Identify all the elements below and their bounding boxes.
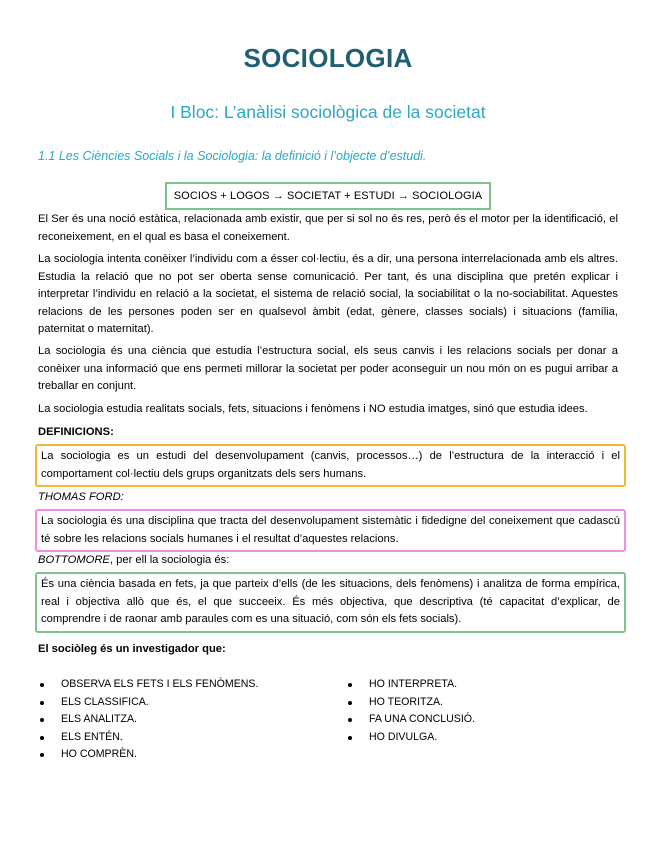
definition-box-2: La sociologia és una disciplina que tracta del desenvolupament sistemàtic i fidedigne del coneixement que cadascú té sobre les relacions socials humanes i el resultat d’aquestes relacions.	[35, 509, 626, 552]
list-item: ELS ENTÉN.	[40, 729, 330, 747]
paragraph-ser: El Ser és una noció estàtica, relacionada amb existir, que per si sol no és res, però és el motor per la identificació, el reconeixement, en el qual es basa el coneixement.	[38, 213, 618, 243]
list-item: OBSERVA ELS FETS I ELS FENÒMENS.	[40, 676, 330, 694]
section-title: 1.1 Les Ciències Socials i la Sociologia: la definició i l’objecte d’estudi.	[38, 149, 427, 163]
block-title: I Bloc: L’anàlisi sociològica de la societat	[170, 102, 486, 122]
etymology-formula: SOCIOS + LOGOS → SOCIETAT + ESTUDI → SOCIOLOGIA	[165, 182, 492, 210]
author-thomas-ford: THOMAS FORD:	[38, 491, 124, 503]
paragraph-individu: La sociologia intenta conèixer l’individu com a ésser col·lectiu, és a dir, una persona interrelacionada amb els altres. Estudia la relació que no pot ser oberta sense comunicació. Per tant, és una disciplina que pretén explicar i interpretar l’individu en relació a la societat, el sistema de relació social, la sociabilitat o la no-sociabilitat. Aquestes relacions de les persones poden ser en qualsevol àmbit (edat, gènere, classes socials) i situacions (família, paternitat o maternitat).	[38, 253, 618, 335]
researcher-heading: El sociòleg és un investigador que:	[38, 643, 226, 655]
author-bottomore-suffix: , per ell la sociologia és:	[109, 554, 230, 566]
definition-box-1: La sociologia es un estudi del desenvolupament (canvis, processos…) de l’estructura de la interacció i el comportament col·lectiu dels grups organitzats dels sers humans.	[35, 444, 626, 487]
list-item: ELS CLASSIFICA.	[40, 694, 330, 712]
list-item: HO INTERPRETA.	[348, 676, 608, 694]
list-item: ELS ANALITZA.	[40, 711, 330, 729]
researcher-list-right	[348, 676, 608, 746]
page-title: SOCIOLOGIA	[243, 43, 413, 73]
formula-wrapper	[38, 182, 618, 210]
researcher-list-left	[40, 676, 330, 764]
list-item: HO COMPRÈN.	[40, 746, 330, 764]
list-item: HO DIVULGA.	[348, 729, 608, 747]
list-item: HO TEORITZA.	[348, 694, 608, 712]
paragraph-realitats: La sociologia estudia realitats socials, fets, situacions i fenòmens i NO estudia imatges, sinó que estudia idees.	[38, 403, 588, 415]
author-bottomore: BOTTOMORE	[38, 554, 110, 566]
definitions-heading: DEFINICIONS:	[38, 426, 114, 438]
author-bottomore-line	[38, 552, 618, 570]
list-item: FA UNA CONCLUSIÓ.	[348, 711, 608, 729]
paragraph-ciencia: La sociologia és una ciència que estudia l’estructura social, els seus canvis i les relacions socials per donar a conèixer una informació que ens permeti millorar la societat per poder aconseguir un nou món on es pugui arribar a treballar en conjunt.	[38, 345, 618, 392]
definition-box-3: És una ciència basada en fets, ja que parteix d’ells (de les situacions, dels fenòmens) i analitza de forma empírica, real i objectiva allò que és, el que succeeix. És més objectiva, que descriptiva (té capacitat d’explicar, de comprendre i de raonar amb paraules com es una situació, com són els fets socials).	[35, 572, 626, 633]
